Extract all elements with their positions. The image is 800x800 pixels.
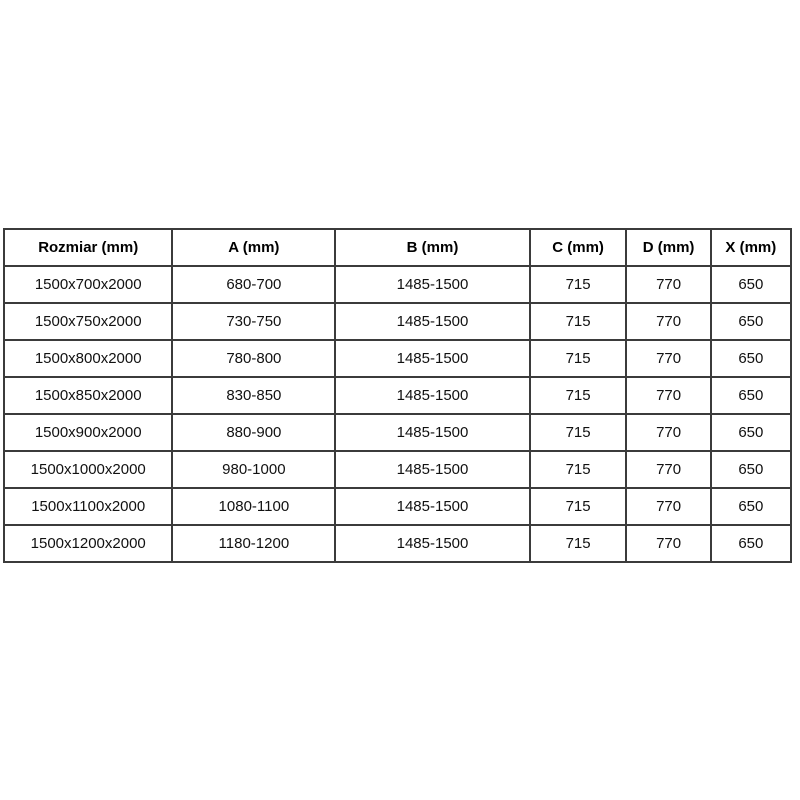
table-cell: 1080-1100 (172, 488, 335, 525)
table-cell: 1485-1500 (335, 377, 529, 414)
table-cell: 715 (530, 377, 627, 414)
table-cell: 780-800 (172, 340, 335, 377)
table-header-row (4, 229, 791, 266)
column-header-2: B (mm) (335, 229, 529, 266)
table-cell: 715 (530, 303, 627, 340)
table-cell: 1500x1000x2000 (4, 451, 172, 488)
table-row (4, 266, 791, 303)
table-cell: 650 (711, 525, 791, 562)
table-cell: 650 (711, 303, 791, 340)
table-cell: 730-750 (172, 303, 335, 340)
table-cell: 1500x1200x2000 (4, 525, 172, 562)
column-header-5: X (mm) (711, 229, 791, 266)
table-row (4, 414, 791, 451)
table-cell: 650 (711, 266, 791, 303)
table-cell: 680-700 (172, 266, 335, 303)
table-cell: 770 (626, 525, 710, 562)
table-cell: 770 (626, 266, 710, 303)
table-cell: 650 (711, 377, 791, 414)
table-row (4, 303, 791, 340)
table-cell: 770 (626, 488, 710, 525)
table-cell: 1500x800x2000 (4, 340, 172, 377)
table-cell: 650 (711, 488, 791, 525)
table-cell: 980-1000 (172, 451, 335, 488)
column-header-4: D (mm) (626, 229, 710, 266)
table-cell: 1500x750x2000 (4, 303, 172, 340)
table-cell: 770 (626, 340, 710, 377)
table-cell: 715 (530, 266, 627, 303)
column-header-0: Rozmiar (mm) (4, 229, 172, 266)
table-cell: 715 (530, 451, 627, 488)
table-cell: 1485-1500 (335, 303, 529, 340)
table-cell: 1485-1500 (335, 266, 529, 303)
table-cell: 770 (626, 303, 710, 340)
table-row (4, 377, 791, 414)
table-cell: 715 (530, 340, 627, 377)
table-cell: 880-900 (172, 414, 335, 451)
table-row (4, 340, 791, 377)
table-cell: 830-850 (172, 377, 335, 414)
table-cell: 770 (626, 377, 710, 414)
table-cell: 1500x700x2000 (4, 266, 172, 303)
table-cell: 1485-1500 (335, 414, 529, 451)
table-cell: 650 (711, 414, 791, 451)
dimensions-table (3, 228, 792, 563)
table-cell: 1500x1100x2000 (4, 488, 172, 525)
size-table-container (3, 228, 792, 563)
table-cell: 1485-1500 (335, 525, 529, 562)
column-header-1: A (mm) (172, 229, 335, 266)
table-cell: 770 (626, 451, 710, 488)
column-header-3: C (mm) (530, 229, 627, 266)
table-cell: 650 (711, 451, 791, 488)
table-row (4, 451, 791, 488)
table-cell: 715 (530, 488, 627, 525)
table-row (4, 488, 791, 525)
table-cell: 1500x900x2000 (4, 414, 172, 451)
table-cell: 1485-1500 (335, 488, 529, 525)
table-cell: 1485-1500 (335, 451, 529, 488)
table-cell: 1180-1200 (172, 525, 335, 562)
table-cell: 1500x850x2000 (4, 377, 172, 414)
table-cell: 1485-1500 (335, 340, 529, 377)
table-row (4, 525, 791, 562)
table-cell: 715 (530, 414, 627, 451)
table-cell: 770 (626, 414, 710, 451)
table-cell: 715 (530, 525, 627, 562)
table-cell: 650 (711, 340, 791, 377)
